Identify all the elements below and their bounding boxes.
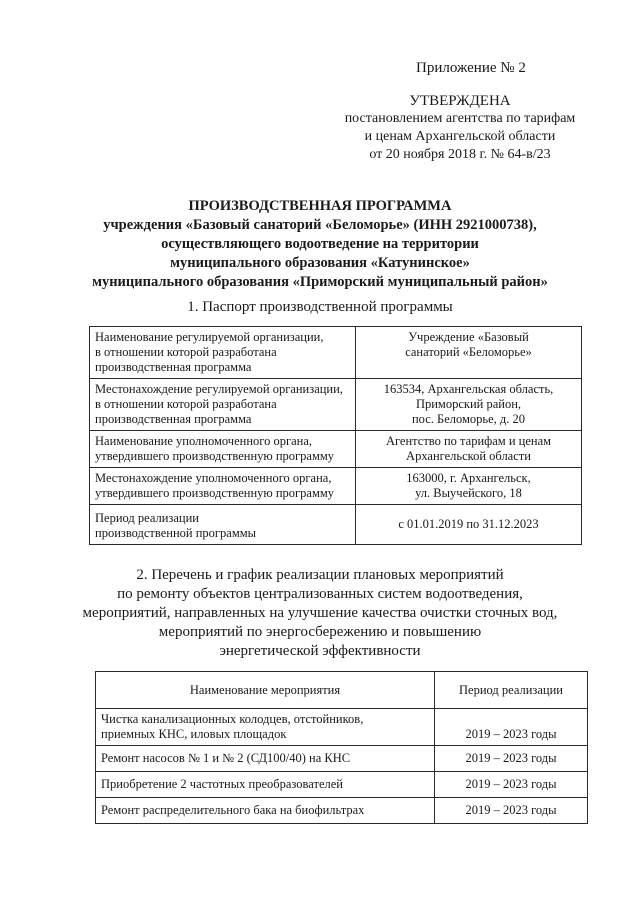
cell-line: 163000, г. Архангельск,	[406, 471, 531, 485]
title-line: муниципального образования «Приморский муниципальный район»	[92, 274, 548, 290]
table-row	[90, 431, 582, 468]
cell-line: Архангельской области	[406, 449, 531, 463]
cell-line: Ремонт распределительного бака на биофильтрах	[101, 803, 365, 817]
cell-line: Местонахождение регулируемой организации,	[95, 382, 343, 396]
cell-line: утвердившего производственную программу	[95, 449, 335, 463]
passport-value	[356, 327, 582, 379]
approved-line: от 20 ноября 2018 г. № 64-в/23	[369, 147, 551, 162]
table-row	[96, 746, 588, 772]
measure-period: 2019 – 2023 годы	[435, 772, 588, 798]
passport-label	[90, 431, 356, 468]
heading-line: энергетической эффективности	[219, 643, 421, 659]
table-row	[90, 327, 582, 379]
measure-name	[96, 798, 435, 824]
measure-name	[96, 772, 435, 798]
table-row	[90, 379, 582, 431]
measure-period: 2019 – 2023 годы	[435, 798, 588, 824]
table-row	[90, 505, 582, 545]
cell-line: приемных КНС, иловых площадок	[101, 727, 287, 741]
approved-line: и ценам Архангельской области	[364, 129, 556, 144]
cell-line: 163534, Архангельская область,	[383, 382, 554, 396]
passport-value	[356, 468, 582, 505]
cell-line: Чистка канализационных колодцев, отстойников,	[101, 712, 364, 726]
cell-line: Наименование регулируемой организации,	[95, 330, 324, 344]
passport-value	[356, 431, 582, 468]
cell-line: производственной программы	[95, 526, 257, 540]
table-row	[96, 709, 588, 746]
passport-label	[90, 505, 356, 545]
table-row	[90, 468, 582, 505]
title-line: муниципального образования «Катунинское»	[170, 255, 470, 271]
cell-line: производственная программа	[95, 360, 252, 374]
measure-period: 2019 – 2023 годы	[435, 709, 588, 746]
cell-line: пос. Беломорье, д. 20	[411, 412, 526, 426]
title-line: осуществляющего водоотведение на территории	[161, 236, 479, 252]
passport-table	[89, 326, 582, 545]
measures-table	[95, 671, 588, 824]
passport-value	[356, 505, 582, 545]
cell-line: Период реализации	[95, 511, 199, 525]
cell-line: в отношении которой разработана	[95, 345, 277, 359]
heading-line: 2. Перечень и график реализации плановых мероприятий	[136, 567, 504, 583]
table-row	[96, 772, 588, 798]
appendix-number: Приложение № 2	[416, 60, 526, 76]
cell-line: утвердившего производственную программу	[95, 486, 335, 500]
column-header-period: Период реализации	[435, 672, 588, 709]
cell-line: в отношении которой разработана	[95, 397, 277, 411]
cell-line: с 01.01.2019 по 31.12.2023	[398, 517, 539, 531]
cell-line: Наименование уполномоченного органа,	[95, 434, 312, 448]
passport-label	[90, 379, 356, 431]
heading-line: по ремонту объектов централизованных систем водоотведения,	[117, 586, 523, 602]
cell-line: санаторий «Беломорье»	[405, 345, 532, 359]
passport-label	[90, 327, 356, 379]
table-header-row	[96, 672, 588, 709]
measure-name	[96, 746, 435, 772]
cell-line: Приобретение 2 частотных преобразователей	[101, 777, 343, 791]
cell-line: Учреждение «Базовый	[408, 330, 529, 344]
approval-stamp	[330, 92, 590, 164]
heading-line: мероприятий, направленных на улучшение качества очистки сточных вод,	[82, 605, 558, 621]
cell-line: Местонахождение уполномоченного органа,	[95, 471, 332, 485]
table-row	[96, 798, 588, 824]
column-header-name: Наименование мероприятия	[96, 672, 435, 709]
cell-line: Приморский район,	[415, 397, 522, 411]
approved-title: УТВЕРЖДЕНА	[409, 93, 511, 109]
approved-line: постановлением агентства по тарифам	[344, 111, 576, 126]
title-line: учреждения «Базовый санаторий «Беломорье» (ИНН 2921000738),	[103, 217, 537, 233]
program-title	[40, 197, 600, 292]
cell-line: Агентство по тарифам и ценам	[385, 434, 552, 448]
passport-label	[90, 468, 356, 505]
cell-line: Ремонт насосов № 1 и № 2 (СД100/40) на КНС	[101, 751, 351, 765]
section1-heading: 1. Паспорт производственной программы	[187, 299, 453, 315]
measure-period: 2019 – 2023 годы	[435, 746, 588, 772]
cell-line: производственная программа	[95, 412, 252, 426]
title-line: ПРОИЗВОДСТВЕННАЯ ПРОГРАММА	[188, 198, 452, 214]
passport-value	[356, 379, 582, 431]
measure-name	[96, 709, 435, 746]
cell-line: ул. Выучейского, 18	[415, 486, 522, 500]
section2-heading	[40, 566, 600, 661]
heading-line: мероприятий по энергосбережению и повышению	[158, 624, 482, 640]
